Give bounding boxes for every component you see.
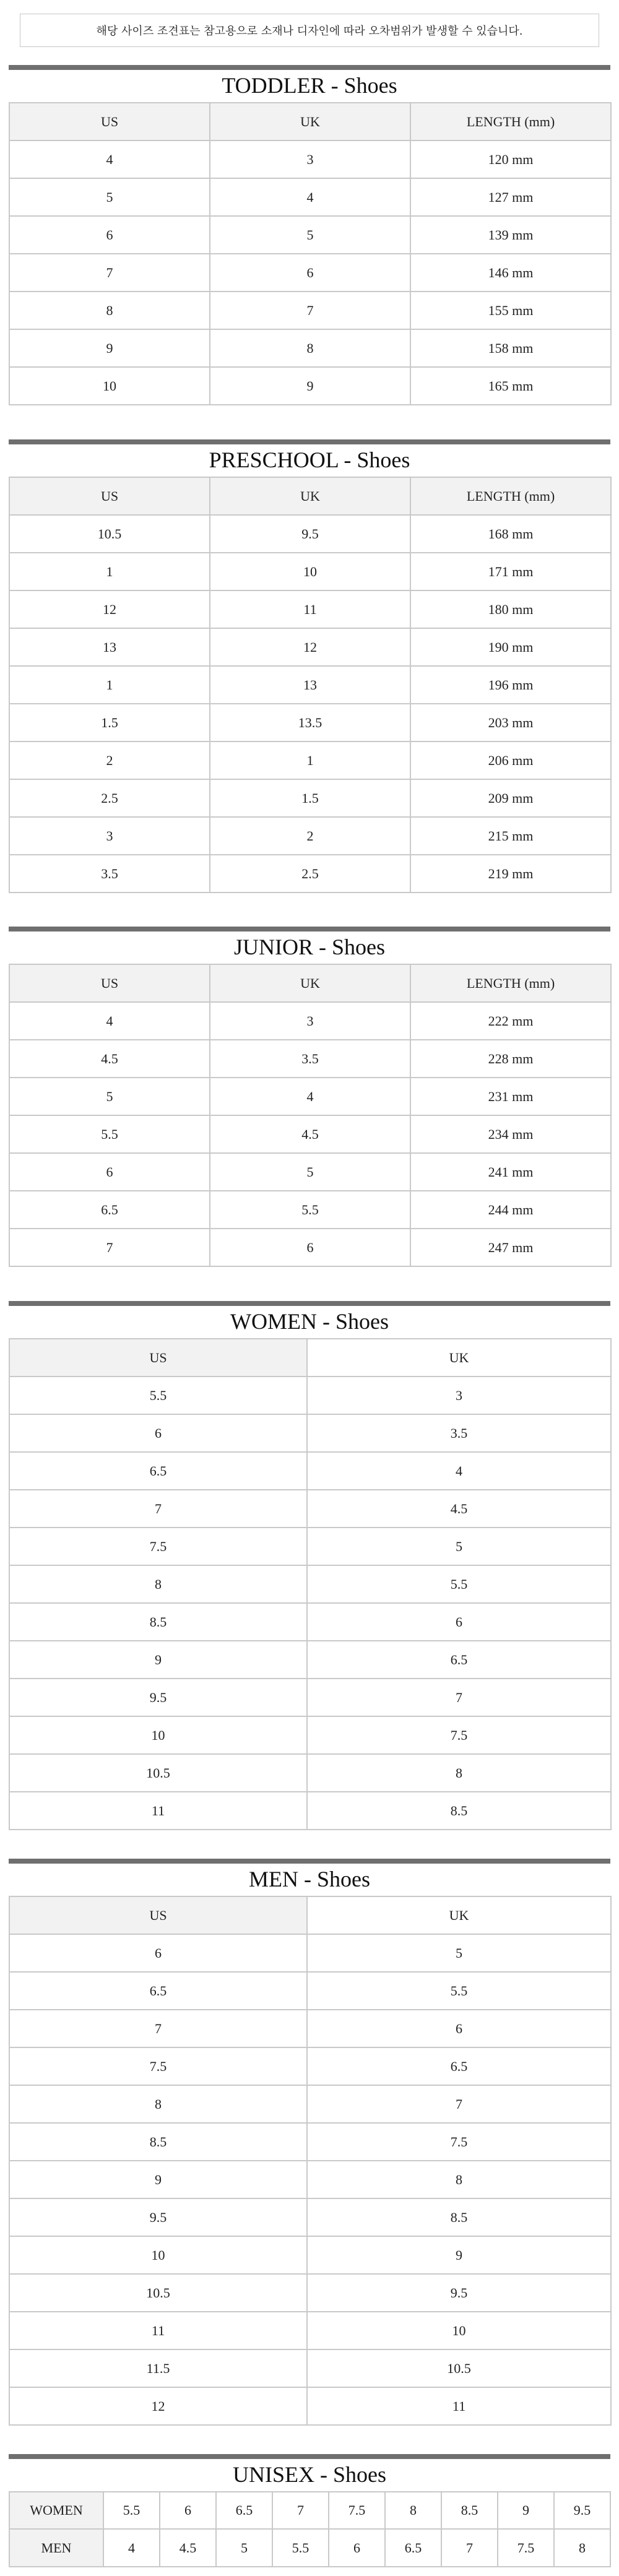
header-length: LENGTH (mm) xyxy=(410,103,611,140)
table-row-women xyxy=(9,2492,610,2529)
table-row xyxy=(9,2387,611,2425)
size-chart-notice: 해당 사이즈 조견표는 참고용으로 소재나 디자인에 따라 오차범위가 발생할 수 있습니다. xyxy=(20,14,599,47)
cell-uk: 7 xyxy=(307,1679,611,1716)
cell-us: 1.5 xyxy=(9,704,210,741)
table-row xyxy=(9,254,611,292)
cell-uk: 6 xyxy=(307,2010,611,2047)
cell-us: 2.5 xyxy=(9,779,210,817)
cell-us: 6.5 xyxy=(9,1452,307,1490)
table-row xyxy=(9,779,611,817)
cell-us: 13 xyxy=(9,628,210,666)
cell-men-size: 4.5 xyxy=(160,2529,216,2567)
cell-us: 8.5 xyxy=(9,2123,307,2161)
table-row xyxy=(9,1792,611,1830)
cell-us: 8.5 xyxy=(9,1603,307,1641)
table-row xyxy=(9,704,611,741)
cell-length: 158 mm xyxy=(410,329,611,367)
cell-us: 7 xyxy=(9,254,210,292)
cell-uk: 5 xyxy=(210,216,410,254)
cell-uk: 10.5 xyxy=(307,2349,611,2387)
toddler-section xyxy=(9,65,610,405)
table-row xyxy=(9,216,611,254)
cell-us: 4 xyxy=(9,1002,210,1040)
cell-uk: 9 xyxy=(210,367,410,405)
table-row xyxy=(9,2274,611,2312)
cell-length: 165 mm xyxy=(410,367,611,405)
cell-length: 247 mm xyxy=(410,1229,611,1266)
cell-length: 139 mm xyxy=(410,216,611,254)
cell-uk: 6.5 xyxy=(307,2047,611,2085)
table-row xyxy=(9,1452,611,1490)
cell-us: 7 xyxy=(9,1490,307,1528)
cell-us: 6 xyxy=(9,1934,307,1972)
unisex-size-table xyxy=(9,2491,611,2567)
cell-uk: 5 xyxy=(307,1528,611,1565)
table-header-row xyxy=(9,477,611,515)
table-row xyxy=(9,1641,611,1679)
cell-uk: 5 xyxy=(307,1934,611,1972)
cell-men-size: 5.5 xyxy=(272,2529,329,2567)
men-size-table xyxy=(9,1896,612,2426)
cell-length: 168 mm xyxy=(410,515,611,553)
cell-length: 244 mm xyxy=(410,1191,611,1229)
cell-length: 206 mm xyxy=(410,741,611,779)
cell-length: 171 mm xyxy=(410,553,611,590)
cell-length: 215 mm xyxy=(410,817,611,855)
cell-length: 231 mm xyxy=(410,1078,611,1115)
table-row xyxy=(9,1490,611,1528)
table-row xyxy=(9,2349,611,2387)
cell-length: 155 mm xyxy=(410,292,611,329)
table-row xyxy=(9,1153,611,1191)
header-us: US xyxy=(9,964,210,1002)
cell-us: 4 xyxy=(9,140,210,178)
table-row-men xyxy=(9,2529,610,2567)
header-uk: UK xyxy=(307,1896,611,1934)
header-length: LENGTH (mm) xyxy=(410,477,611,515)
cell-uk: 3.5 xyxy=(307,1414,611,1452)
cell-uk: 13 xyxy=(210,666,410,704)
cell-uk: 1.5 xyxy=(210,779,410,817)
header-uk: UK xyxy=(210,964,410,1002)
cell-us: 1 xyxy=(9,553,210,590)
cell-length: 209 mm xyxy=(410,779,611,817)
cell-us: 11 xyxy=(9,1792,307,1830)
cell-us: 5.5 xyxy=(9,1115,210,1153)
cell-men-size: 6 xyxy=(329,2529,385,2567)
cell-us: 6 xyxy=(9,216,210,254)
table-row xyxy=(9,1972,611,2010)
cell-us: 10.5 xyxy=(9,1754,307,1792)
cell-length: 228 mm xyxy=(410,1040,611,1078)
table-row xyxy=(9,741,611,779)
header-us: US xyxy=(9,1339,307,1377)
cell-men-size: 7 xyxy=(441,2529,498,2567)
table-row xyxy=(9,329,611,367)
table-row xyxy=(9,1565,611,1603)
cell-uk: 5.5 xyxy=(210,1191,410,1229)
table-header-row xyxy=(9,103,611,140)
table-row xyxy=(9,1716,611,1754)
unisex-title: UNISEX - Shoes xyxy=(9,2454,610,2491)
header-length: LENGTH (mm) xyxy=(410,964,611,1002)
cell-uk: 7.5 xyxy=(307,2123,611,2161)
cell-us: 9 xyxy=(9,1641,307,1679)
cell-length: 146 mm xyxy=(410,254,611,292)
cell-women-size: 7.5 xyxy=(329,2492,385,2529)
row-label-men: MEN xyxy=(9,2529,103,2567)
cell-women-size: 9 xyxy=(498,2492,554,2529)
cell-us: 10.5 xyxy=(9,2274,307,2312)
cell-us: 12 xyxy=(9,2387,307,2425)
cell-uk: 7 xyxy=(307,2085,611,2123)
table-row xyxy=(9,1934,611,1972)
unisex-section xyxy=(9,2454,610,2567)
cell-length: 203 mm xyxy=(410,704,611,741)
cell-us: 12 xyxy=(9,590,210,628)
cell-us: 10.5 xyxy=(9,515,210,553)
table-row xyxy=(9,178,611,216)
cell-us: 9 xyxy=(9,329,210,367)
cell-uk: 7.5 xyxy=(307,1716,611,1754)
cell-us: 8 xyxy=(9,2085,307,2123)
table-row xyxy=(9,1603,611,1641)
cell-uk: 9.5 xyxy=(307,2274,611,2312)
table-row xyxy=(9,140,611,178)
cell-uk: 8.5 xyxy=(307,2198,611,2236)
table-row xyxy=(9,628,611,666)
cell-uk: 8 xyxy=(307,1754,611,1792)
cell-us: 10 xyxy=(9,2236,307,2274)
table-row xyxy=(9,1414,611,1452)
women-title: WOMEN - Shoes xyxy=(9,1301,610,1338)
cell-uk: 9 xyxy=(307,2236,611,2274)
cell-uk: 3 xyxy=(210,1002,410,1040)
cell-length: 234 mm xyxy=(410,1115,611,1153)
cell-us: 3 xyxy=(9,817,210,855)
cell-us: 10 xyxy=(9,1716,307,1754)
cell-us: 5.5 xyxy=(9,1377,307,1414)
table-row xyxy=(9,1040,611,1078)
header-uk: UK xyxy=(210,103,410,140)
cell-us: 2 xyxy=(9,741,210,779)
cell-uk: 2 xyxy=(210,817,410,855)
toddler-size-table xyxy=(9,102,612,405)
table-row xyxy=(9,1191,611,1229)
cell-us: 7 xyxy=(9,1229,210,1266)
cell-length: 196 mm xyxy=(410,666,611,704)
table-row xyxy=(9,1528,611,1565)
cell-us: 11 xyxy=(9,2312,307,2349)
cell-uk: 11 xyxy=(307,2387,611,2425)
cell-us: 9.5 xyxy=(9,1679,307,1716)
cell-us: 6 xyxy=(9,1153,210,1191)
table-row xyxy=(9,1115,611,1153)
cell-us: 6 xyxy=(9,1414,307,1452)
cell-us: 6.5 xyxy=(9,1191,210,1229)
cell-us: 8 xyxy=(9,292,210,329)
cell-us: 9.5 xyxy=(9,2198,307,2236)
cell-length: 180 mm xyxy=(410,590,611,628)
cell-women-size: 9.5 xyxy=(554,2492,610,2529)
row-label-women: WOMEN xyxy=(9,2492,103,2529)
cell-uk: 13.5 xyxy=(210,704,410,741)
cell-uk: 2.5 xyxy=(210,855,410,893)
cell-men-size: 6.5 xyxy=(385,2529,441,2567)
cell-uk: 10 xyxy=(210,553,410,590)
cell-us: 7 xyxy=(9,2010,307,2047)
cell-uk: 6 xyxy=(210,254,410,292)
cell-women-size: 8 xyxy=(385,2492,441,2529)
table-row xyxy=(9,2161,611,2198)
cell-us: 5 xyxy=(9,178,210,216)
cell-uk: 5 xyxy=(210,1153,410,1191)
header-us: US xyxy=(9,1896,307,1934)
cell-uk: 3 xyxy=(307,1377,611,1414)
cell-men-size: 8 xyxy=(554,2529,610,2567)
cell-women-size: 7 xyxy=(272,2492,329,2529)
junior-title: JUNIOR - Shoes xyxy=(9,927,610,964)
cell-us: 1 xyxy=(9,666,210,704)
table-row xyxy=(9,2085,611,2123)
cell-uk: 6.5 xyxy=(307,1641,611,1679)
table-header-row xyxy=(9,1339,611,1377)
women-size-table xyxy=(9,1338,612,1830)
cell-uk: 8 xyxy=(307,2161,611,2198)
cell-uk: 3.5 xyxy=(210,1040,410,1078)
cell-length: 120 mm xyxy=(410,140,611,178)
header-uk: UK xyxy=(210,477,410,515)
preschool-section xyxy=(9,439,610,893)
cell-us: 11.5 xyxy=(9,2349,307,2387)
cell-women-size: 6.5 xyxy=(216,2492,272,2529)
cell-women-size: 5.5 xyxy=(103,2492,160,2529)
junior-size-table xyxy=(9,964,612,1267)
cell-uk: 7 xyxy=(210,292,410,329)
header-us: US xyxy=(9,103,210,140)
cell-length: 241 mm xyxy=(410,1153,611,1191)
cell-us: 9 xyxy=(9,2161,307,2198)
table-row xyxy=(9,1002,611,1040)
cell-us: 5 xyxy=(9,1078,210,1115)
cell-uk: 4 xyxy=(210,178,410,216)
table-row xyxy=(9,2010,611,2047)
cell-uk: 4 xyxy=(307,1452,611,1490)
cell-uk: 5.5 xyxy=(307,1972,611,2010)
header-uk: UK xyxy=(307,1339,611,1377)
table-row xyxy=(9,666,611,704)
cell-men-size: 4 xyxy=(103,2529,160,2567)
table-row xyxy=(9,1679,611,1716)
cell-men-size: 5 xyxy=(216,2529,272,2567)
cell-men-size: 7.5 xyxy=(498,2529,554,2567)
cell-us: 3.5 xyxy=(9,855,210,893)
cell-uk: 4.5 xyxy=(210,1115,410,1153)
cell-us: 4.5 xyxy=(9,1040,210,1078)
header-us: US xyxy=(9,477,210,515)
cell-uk: 6 xyxy=(210,1229,410,1266)
cell-uk: 8 xyxy=(210,329,410,367)
table-row xyxy=(9,1377,611,1414)
table-row xyxy=(9,2236,611,2274)
table-row xyxy=(9,2047,611,2085)
table-row xyxy=(9,1078,611,1115)
preschool-title: PRESCHOOL - Shoes xyxy=(9,439,610,477)
table-row xyxy=(9,1229,611,1266)
cell-women-size: 8.5 xyxy=(441,2492,498,2529)
cell-uk: 1 xyxy=(210,741,410,779)
cell-us: 7.5 xyxy=(9,1528,307,1565)
table-header-row xyxy=(9,964,611,1002)
cell-uk: 5.5 xyxy=(307,1565,611,1603)
table-row xyxy=(9,367,611,405)
cell-uk: 3 xyxy=(210,140,410,178)
table-row xyxy=(9,515,611,553)
cell-uk: 12 xyxy=(210,628,410,666)
men-title: MEN - Shoes xyxy=(9,1859,610,1896)
cell-us: 7.5 xyxy=(9,2047,307,2085)
cell-uk: 8.5 xyxy=(307,1792,611,1830)
cell-uk: 4.5 xyxy=(307,1490,611,1528)
table-row xyxy=(9,590,611,628)
cell-uk: 9.5 xyxy=(210,515,410,553)
cell-length: 127 mm xyxy=(410,178,611,216)
cell-uk: 6 xyxy=(307,1603,611,1641)
cell-length: 222 mm xyxy=(410,1002,611,1040)
junior-section xyxy=(9,927,610,1267)
table-row xyxy=(9,1754,611,1792)
table-row xyxy=(9,2312,611,2349)
men-section xyxy=(9,1859,610,2426)
cell-length: 219 mm xyxy=(410,855,611,893)
women-section xyxy=(9,1301,610,1830)
cell-uk: 11 xyxy=(210,590,410,628)
table-row xyxy=(9,817,611,855)
table-row xyxy=(9,855,611,893)
preschool-size-table xyxy=(9,477,612,893)
cell-us: 10 xyxy=(9,367,210,405)
table-row xyxy=(9,292,611,329)
cell-uk: 10 xyxy=(307,2312,611,2349)
cell-us: 6.5 xyxy=(9,1972,307,2010)
table-row xyxy=(9,553,611,590)
cell-women-size: 6 xyxy=(160,2492,216,2529)
table-header-row xyxy=(9,1896,611,1934)
table-row xyxy=(9,2198,611,2236)
cell-uk: 4 xyxy=(210,1078,410,1115)
table-row xyxy=(9,2123,611,2161)
toddler-title: TODDLER - Shoes xyxy=(9,65,610,102)
cell-us: 8 xyxy=(9,1565,307,1603)
cell-length: 190 mm xyxy=(410,628,611,666)
